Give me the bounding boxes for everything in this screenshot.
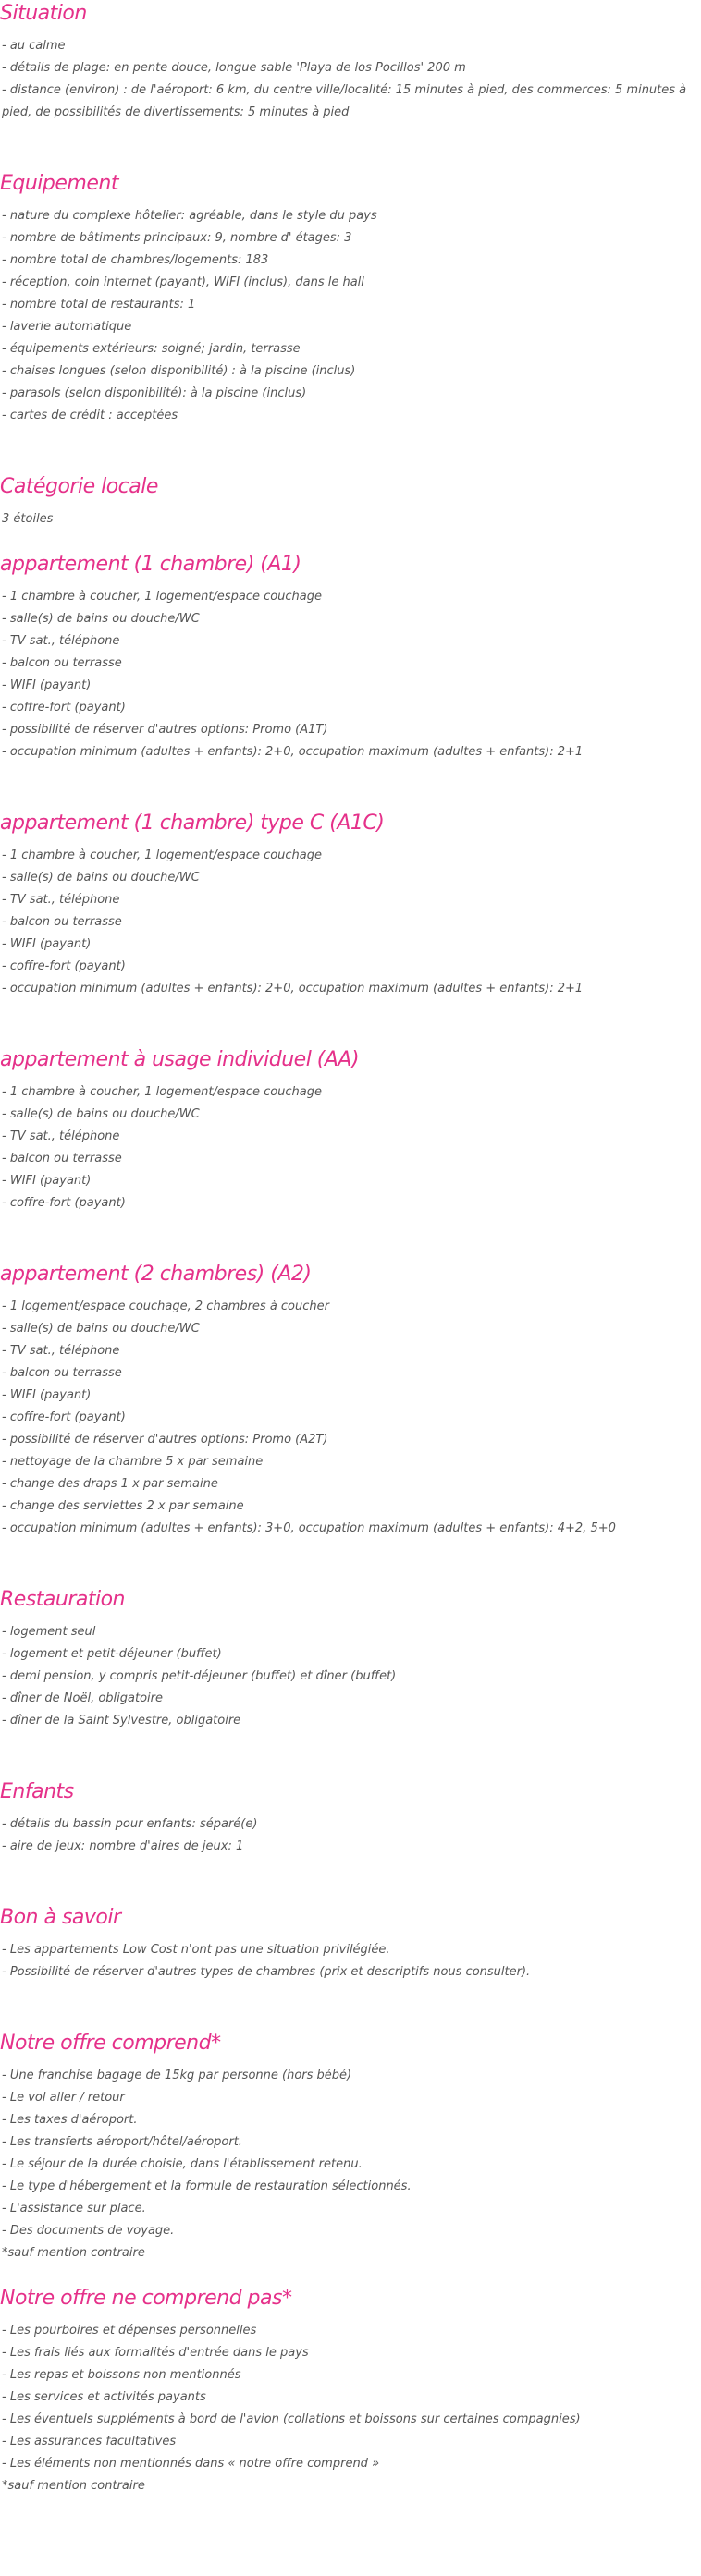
list-item: - Les éléments non mentionnés dans « notre offre comprend » [2, 2457, 380, 2471]
list-item: - Les taxes d'aéroport. [2, 2113, 138, 2127]
section-situation [0, 0, 701, 124]
list-item: - dîner de Noël, obligatoire [2, 1691, 163, 1705]
section-title: Catégorie locale [0, 475, 158, 498]
section-title: Situation [0, 2, 87, 25]
list-item: - Des documents de voyage. [2, 2224, 175, 2238]
list-item: - nettoyage de la chambre 5 x par semaine [2, 1455, 264, 1469]
list-item: - Les pourboires et dépenses personnelles [2, 2324, 257, 2338]
list-item: - dîner de la Saint Sylvestre, obligatoire [2, 1714, 241, 1728]
list-item: - occupation minimum (adultes + enfants): 2+0, occupation maximum (adultes + enfants): 2+1 [2, 745, 584, 759]
list-item: - coffre-fort (payant) [2, 1196, 126, 1210]
list-item: - occupation minimum (adultes + enfants): 3+0, occupation maximum (adultes + enfants): 4+2, 5+0 [2, 1521, 616, 1535]
list-item: - nombre de bâtiments principaux: 9, nombre d' étages: 3 [2, 231, 352, 245]
list-item: - salle(s) de bains ou douche/WC [2, 871, 200, 885]
list-item: - au calme [2, 39, 66, 53]
section-title: Equipement [0, 172, 118, 195]
list-item: - TV sat., téléphone [2, 893, 120, 907]
section-title: appartement (1 chambre) type C (A1C) [0, 812, 385, 835]
list-item: - 1 chambre à coucher, 1 logement/espace couchage [2, 590, 323, 604]
section-lines [0, 1939, 701, 1984]
list-item: - détails de plage: en pente douce, longue sable 'Playa de los Pocillos' 200 m [2, 61, 466, 75]
list-item: - salle(s) de bains ou douche/WC [2, 612, 200, 626]
list-item: - possibilité de réserver d'autres options: Promo (A1T) [2, 723, 328, 737]
list-item: - possibilité de réserver d'autres options: Promo (A2T) [2, 1433, 328, 1447]
list-item: - chaises longues (selon disponibilité) : à la piscine (inclus) [2, 364, 356, 378]
footnote: *sauf mention contraire [2, 2479, 145, 2493]
list-item: - Les appartements Low Cost n'ont pas une situation privilégiée. [2, 1943, 390, 1957]
list-item: - aire de jeux: nombre d'aires de jeux: 1 [2, 1839, 244, 1853]
section-title: appartement à usage individuel (AA) [0, 1048, 360, 1071]
section-bon-a-savoir [0, 1904, 701, 1984]
section-lines [0, 1621, 701, 1732]
section-title: Notre offre ne comprend pas* [0, 2287, 292, 2310]
section-appartement-a1 [0, 551, 701, 763]
list-item: - nature du complexe hôtelier: agréable, dans le style du pays [2, 209, 377, 223]
section-appartement-aa [0, 1046, 701, 1215]
list-item: - laverie automatique [2, 320, 132, 334]
section-lines [0, 586, 701, 763]
list-item: - coffre-fort (payant) [2, 701, 126, 714]
list-item: - Le type d'hébergement et la formule de restauration sélectionnés. [2, 2179, 412, 2193]
section-offre-ne-comprend-pas [0, 2285, 701, 2497]
list-item: - réception, coin internet (payant), WIFI (inclus), dans le hall [2, 275, 364, 289]
section-lines [0, 845, 701, 1000]
section-lines [0, 1081, 701, 1215]
section-equipement [0, 170, 701, 427]
list-item: - balcon ou terrasse [2, 915, 122, 929]
section-title: Notre offre comprend* [0, 2032, 221, 2055]
section-title: appartement (1 chambre) (A1) [0, 553, 301, 576]
list-item: - Les éventuels suppléments à bord de l'avion (collations et boissons sur certaines compagnies) [2, 2412, 581, 2426]
list-item: - coffre-fort (payant) [2, 959, 126, 973]
list-item: - détails du bassin pour enfants: séparé(e) [2, 1817, 258, 1831]
list-item: - L'assistance sur place. [2, 2202, 146, 2216]
list-item: - Le vol aller / retour [2, 2091, 125, 2105]
list-item: - Les transferts aéroport/hôtel/aéroport. [2, 2135, 242, 2149]
section-appartement-a1c [0, 810, 701, 1000]
section-categorie-locale [0, 473, 701, 531]
list-item: - WIFI (payant) [2, 1388, 92, 1402]
section-lines [0, 35, 701, 124]
list-item: - Le séjour de la durée choisie, dans l'établissement retenu. [2, 2157, 363, 2171]
section-lines [0, 205, 701, 427]
list-item: - 1 chambre à coucher, 1 logement/espace couchage [2, 848, 323, 862]
list-item: - nombre total de restaurants: 1 [2, 298, 196, 311]
section-title: Restauration [0, 1588, 126, 1611]
list-item: - TV sat., téléphone [2, 1129, 120, 1143]
footnote: *sauf mention contraire [2, 2246, 145, 2260]
list-item: - Les frais liés aux formalités d'entrée dans le pays [2, 2346, 309, 2360]
section-appartement-a2 [0, 1261, 701, 1540]
list-item: - salle(s) de bains ou douche/WC [2, 1107, 200, 1121]
list-item: - Les services et activités payants [2, 2390, 206, 2404]
list-item: - WIFI (payant) [2, 1174, 92, 1188]
list-item: - équipements extérieurs: soigné; jardin, terrasse [2, 342, 301, 356]
section-offre-comprend [0, 2030, 701, 2265]
section-title: Bon à savoir [0, 1906, 121, 1929]
list-item: - WIFI (payant) [2, 937, 92, 951]
list-item: - change des serviettes 2 x par semaine [2, 1499, 244, 1513]
section-title: appartement (2 chambres) (A2) [0, 1263, 312, 1286]
list-item: - 1 logement/espace couchage, 2 chambres à coucher [2, 1300, 329, 1313]
section-restauration [0, 1586, 701, 1732]
list-item: - logement et petit-déjeuner (buffet) [2, 1647, 222, 1661]
list-item: - Les assurances facultatives [2, 2435, 177, 2448]
list-item: - coffre-fort (payant) [2, 1410, 126, 1424]
list-item: - change des draps 1 x par semaine [2, 1477, 218, 1491]
list-item: - Possibilité de réserver d'autres types de chambres (prix et descriptifs nous consulter). [2, 1965, 531, 1979]
list-item: - TV sat., téléphone [2, 634, 120, 648]
list-item: - Une franchise bagage de 15kg par personne (hors bébé) [2, 2069, 352, 2082]
section-lines [0, 508, 701, 531]
section-lines [0, 1813, 701, 1858]
list-item: - parasols (selon disponibilité): à la piscine (inclus) [2, 386, 307, 400]
list-item: 3 étoiles [2, 512, 54, 526]
list-item: - balcon ou terrasse [2, 1366, 122, 1380]
section-lines [0, 2065, 701, 2265]
list-item: - cartes de crédit : acceptées [2, 409, 178, 422]
section-enfants [0, 1778, 701, 1858]
section-lines [0, 2320, 701, 2497]
list-item: - Les repas et boissons non mentionnés [2, 2368, 241, 2382]
section-title: Enfants [0, 1780, 74, 1803]
list-item: - salle(s) de bains ou douche/WC [2, 1322, 200, 1336]
list-item: - balcon ou terrasse [2, 656, 122, 670]
list-item: - 1 chambre à coucher, 1 logement/espace couchage [2, 1085, 323, 1099]
list-item: - occupation minimum (adultes + enfants): 2+0, occupation maximum (adultes + enfants): 2+1 [2, 982, 584, 995]
list-item: - distance (environ) : de l'aéroport: 6 km, du centre ville/localité: 15 minutes à pied, des commerces: 5 minutes à pied, de possibilités de divertissements: 5 minutes à pied [2, 83, 687, 119]
section-lines [0, 1296, 701, 1540]
list-item: - nombre total de chambres/logements: 183 [2, 253, 269, 267]
list-item: - balcon ou terrasse [2, 1152, 122, 1166]
list-item: - WIFI (payant) [2, 678, 92, 692]
list-item: - logement seul [2, 1625, 96, 1639]
list-item: - TV sat., téléphone [2, 1344, 120, 1358]
list-item: - demi pension, y compris petit-déjeuner (buffet) et dîner (buffet) [2, 1669, 397, 1683]
